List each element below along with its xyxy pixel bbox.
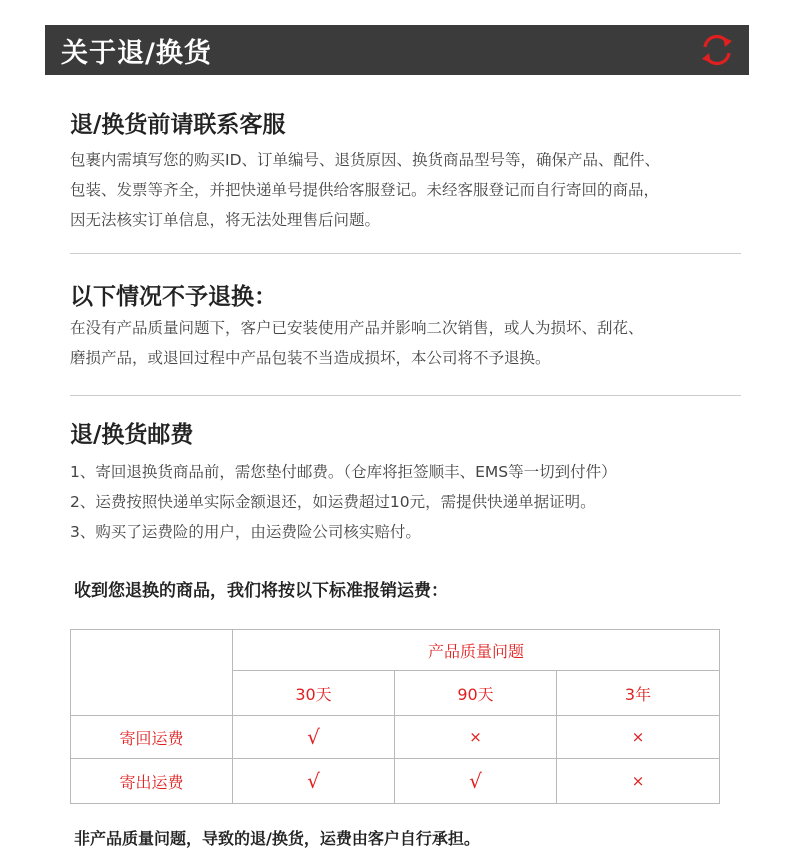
check-mark-icon: √ xyxy=(395,759,557,804)
cross-mark-icon: × xyxy=(557,759,720,804)
table-corner-cell xyxy=(71,630,233,716)
header-banner xyxy=(45,25,749,75)
reimbursement-heading: 收到您退换的商品，我们将按以下标准报销运费： xyxy=(74,581,448,601)
refresh-icon xyxy=(699,33,735,67)
table-row xyxy=(71,759,720,804)
cross-mark-icon: × xyxy=(557,716,720,759)
section-text-contact-service xyxy=(70,145,750,235)
text-line: 包裹内需填写您的购买ID、订单编号、退货原因、换货商品型号等，确保产品、配件、 xyxy=(70,151,661,169)
section-text-no-return xyxy=(70,313,750,373)
shipping-reimbursement-table xyxy=(70,629,720,804)
cross-mark-icon: × xyxy=(395,716,557,759)
row-label: 寄出运费 xyxy=(71,759,233,804)
text-line: 因无法核实订单信息，将无法处理售后问题。 xyxy=(70,211,381,229)
section-text-shipping-fee xyxy=(70,457,750,547)
period-header: 90天 xyxy=(395,671,557,716)
list-item: 1、寄回退换货商品前，需您垫付邮费。（仓库将拒签顺丰、EMS等一切到付件） xyxy=(70,463,617,481)
period-header: 30天 xyxy=(233,671,395,716)
row-label: 寄回运费 xyxy=(71,716,233,759)
section-title-no-return: 以下情况不予退换： xyxy=(70,284,277,310)
footnote: 非产品质量问题，导致的退/换货，运费由客户自行承担。 xyxy=(74,829,480,848)
list-item: 2、运费按照快递单实际金额退还，如运费超过10元，需提供快递单据证明。 xyxy=(70,493,596,511)
text-line: 包装、发票等齐全，并把快递单号提供给客服登记。未经客服登记而自行寄回的商品， xyxy=(70,181,660,199)
table-row xyxy=(71,716,720,759)
list-item: 3、购买了运费险的用户，由运费险公司核实赔付。 xyxy=(70,523,421,541)
check-mark-icon: √ xyxy=(233,759,395,804)
divider xyxy=(70,395,741,396)
table-header-row xyxy=(71,630,720,671)
text-line: 在没有产品质量问题下，客户已安装使用产品并影响二次销售，或人为损坏、刮花、 xyxy=(70,319,644,337)
page-title: 关于退/换货 xyxy=(61,37,212,69)
text-line: 磨损产品，或退回过程中产品包装不当造成损坏，本公司将不予退换。 xyxy=(70,349,551,367)
section-title-contact-service: 退/换货前请联系客服 xyxy=(70,112,286,138)
section-title-shipping-fee: 退/换货邮费 xyxy=(70,422,194,448)
divider xyxy=(70,253,741,254)
check-mark-icon: √ xyxy=(233,716,395,759)
period-header: 3年 xyxy=(557,671,720,716)
quality-issue-header: 产品质量问题 xyxy=(233,630,720,671)
